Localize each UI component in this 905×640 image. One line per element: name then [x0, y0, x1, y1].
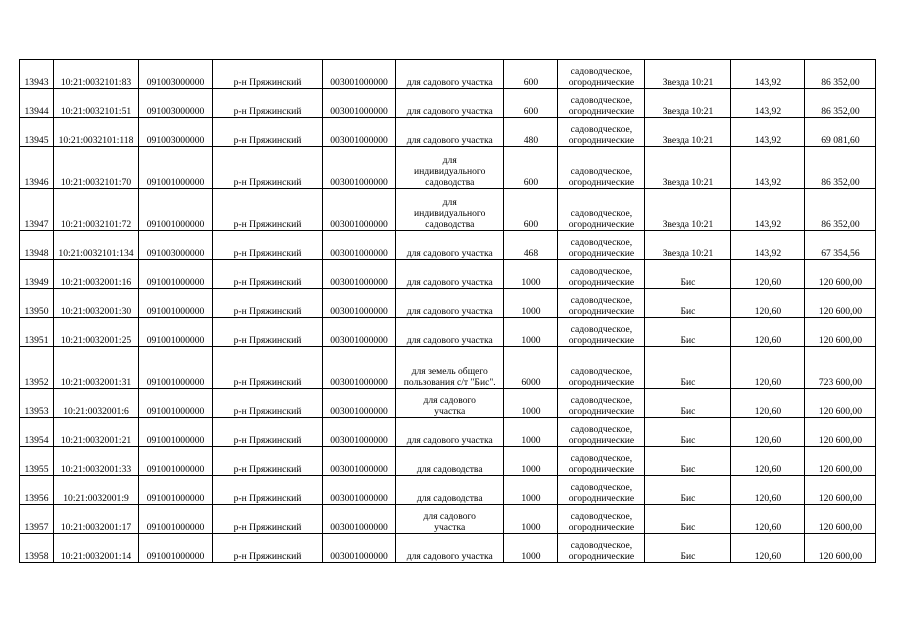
code-2: 003001000000	[323, 289, 396, 318]
district: р-н Пряжинский	[213, 89, 323, 118]
land-category: садоводческое, огороднические	[558, 289, 645, 318]
table-row	[20, 231, 876, 260]
row-number: 13957	[20, 505, 54, 534]
specific-value: 120,60	[731, 476, 805, 505]
cadastral-number: 10:21:0032001:9	[54, 476, 139, 505]
row-number: 13949	[20, 260, 54, 289]
table-row	[20, 418, 876, 447]
locality: Бис	[645, 476, 731, 505]
locality: Звезда 10:21	[645, 147, 731, 189]
district: р-н Пряжинский	[213, 447, 323, 476]
cadastral-number: 10:21:0032101:70	[54, 147, 139, 189]
code-1: 091001000000	[139, 347, 213, 389]
row-number: 13956	[20, 476, 54, 505]
row-number: 13944	[20, 89, 54, 118]
code-2: 003001000000	[323, 389, 396, 418]
district: р-н Пряжинский	[213, 260, 323, 289]
code-2: 003001000000	[323, 418, 396, 447]
cadastral-number: 10:21:0032001:33	[54, 447, 139, 476]
code-2: 003001000000	[323, 189, 396, 231]
table-body	[20, 60, 876, 563]
area: 1000	[504, 447, 558, 476]
district: р-н Пряжинский	[213, 147, 323, 189]
cadastral-value: 67 354,56	[805, 231, 876, 260]
code-1: 091003000000	[139, 89, 213, 118]
code-1: 091001000000	[139, 189, 213, 231]
district: р-н Пряжинский	[213, 189, 323, 231]
land-category: садоводческое, огороднические	[558, 447, 645, 476]
code-1: 091003000000	[139, 118, 213, 147]
specific-value: 143,92	[731, 89, 805, 118]
locality: Бис	[645, 534, 731, 563]
cadastral-number: 10:21:0032001:14	[54, 534, 139, 563]
district: р-н Пряжинский	[213, 60, 323, 89]
row-number: 13946	[20, 147, 54, 189]
district: р-н Пряжинский	[213, 231, 323, 260]
specific-value: 143,92	[731, 147, 805, 189]
permitted-use: для индивидуального садоводства	[396, 147, 504, 189]
specific-value: 120,60	[731, 260, 805, 289]
locality: Бис	[645, 447, 731, 476]
row-number: 13948	[20, 231, 54, 260]
table-row	[20, 447, 876, 476]
specific-value: 120,60	[731, 389, 805, 418]
locality: Бис	[645, 505, 731, 534]
cadastral-number: 10:21:0032101:51	[54, 89, 139, 118]
locality: Звезда 10:21	[645, 189, 731, 231]
district: р-н Пряжинский	[213, 505, 323, 534]
area: 1000	[504, 260, 558, 289]
land-category: садоводческое, огороднические	[558, 476, 645, 505]
code-1: 091001000000	[139, 534, 213, 563]
cadastral-number: 10:21:0032001:21	[54, 418, 139, 447]
land-category: садоводческое, огороднические	[558, 318, 645, 347]
cadastral-number: 10:21:0032101:134	[54, 231, 139, 260]
cadastral-value: 120 600,00	[805, 260, 876, 289]
district: р-н Пряжинский	[213, 318, 323, 347]
permitted-use: для садового участка	[396, 60, 504, 89]
locality: Бис	[645, 260, 731, 289]
table-row	[20, 534, 876, 563]
locality: Звезда 10:21	[645, 231, 731, 260]
land-category: садоводческое, огороднические	[558, 389, 645, 418]
land-category: садоводческое, огороднические	[558, 189, 645, 231]
area: 600	[504, 189, 558, 231]
locality: Звезда 10:21	[645, 60, 731, 89]
code-1: 091001000000	[139, 447, 213, 476]
cadastral-number: 10:21:0032001:30	[54, 289, 139, 318]
locality: Бис	[645, 318, 731, 347]
cadastral-value: 120 600,00	[805, 476, 876, 505]
cadastral-number: 10:21:0032001:6	[54, 389, 139, 418]
district: р-н Пряжинский	[213, 118, 323, 147]
district: р-н Пряжинский	[213, 289, 323, 318]
cadastral-value: 86 352,00	[805, 89, 876, 118]
cadastral-value: 120 600,00	[805, 418, 876, 447]
code-1: 091001000000	[139, 289, 213, 318]
land-category: садоводческое, огороднические	[558, 118, 645, 147]
table-row	[20, 318, 876, 347]
area: 480	[504, 118, 558, 147]
table-row	[20, 260, 876, 289]
code-2: 003001000000	[323, 147, 396, 189]
row-number: 13945	[20, 118, 54, 147]
area: 1000	[504, 476, 558, 505]
table-row	[20, 476, 876, 505]
code-2: 003001000000	[323, 318, 396, 347]
locality: Бис	[645, 418, 731, 447]
district: р-н Пряжинский	[213, 476, 323, 505]
locality: Бис	[645, 289, 731, 318]
locality: Звезда 10:21	[645, 89, 731, 118]
specific-value: 143,92	[731, 231, 805, 260]
table-row	[20, 347, 876, 389]
specific-value: 120,60	[731, 418, 805, 447]
code-2: 003001000000	[323, 447, 396, 476]
specific-value: 143,92	[731, 189, 805, 231]
land-category: садоводческое, огороднические	[558, 147, 645, 189]
area: 1000	[504, 534, 558, 563]
area: 1000	[504, 389, 558, 418]
permitted-use: для садоводства	[396, 447, 504, 476]
table-row	[20, 389, 876, 418]
land-category: садоводческое, огороднические	[558, 260, 645, 289]
table-row	[20, 60, 876, 89]
locality: Бис	[645, 347, 731, 389]
row-number: 13955	[20, 447, 54, 476]
land-category: садоводческое, огороднические	[558, 505, 645, 534]
row-number: 13950	[20, 289, 54, 318]
specific-value: 120,60	[731, 347, 805, 389]
code-2: 003001000000	[323, 118, 396, 147]
land-category: садоводческое, огороднические	[558, 231, 645, 260]
code-1: 091001000000	[139, 476, 213, 505]
code-1: 091001000000	[139, 260, 213, 289]
locality: Бис	[645, 389, 731, 418]
land-category: садоводческое, огороднические	[558, 89, 645, 118]
code-2: 003001000000	[323, 89, 396, 118]
specific-value: 120,60	[731, 289, 805, 318]
row-number: 13951	[20, 318, 54, 347]
specific-value: 143,92	[731, 60, 805, 89]
cadastral-value: 120 600,00	[805, 318, 876, 347]
cadastral-number: 10:21:0032001:25	[54, 318, 139, 347]
cadastral-number: 10:21:0032101:72	[54, 189, 139, 231]
row-number: 13954	[20, 418, 54, 447]
specific-value: 120,60	[731, 534, 805, 563]
district: р-н Пряжинский	[213, 347, 323, 389]
permitted-use: для садового участка	[396, 389, 504, 418]
row-number: 13953	[20, 389, 54, 418]
table-row	[20, 118, 876, 147]
land-category: садоводческое, огороднические	[558, 347, 645, 389]
cadastral-value: 120 600,00	[805, 447, 876, 476]
area: 600	[504, 60, 558, 89]
cadastral-number: 10:21:0032101:83	[54, 60, 139, 89]
table-row	[20, 189, 876, 231]
cadastral-value: 723 600,00	[805, 347, 876, 389]
row-number: 13943	[20, 60, 54, 89]
area: 600	[504, 147, 558, 189]
cadastral-number: 10:21:0032101:118	[54, 118, 139, 147]
cadastral-value: 120 600,00	[805, 534, 876, 563]
code-1: 091001000000	[139, 147, 213, 189]
permitted-use: для садового участка	[396, 289, 504, 318]
area: 468	[504, 231, 558, 260]
table-row	[20, 289, 876, 318]
cadastral-value: 120 600,00	[805, 505, 876, 534]
code-1: 091003000000	[139, 60, 213, 89]
permitted-use: для садового участка	[396, 231, 504, 260]
permitted-use: для садового участка	[396, 318, 504, 347]
cadastral-value: 69 081,60	[805, 118, 876, 147]
cadastral-value: 86 352,00	[805, 189, 876, 231]
area: 1000	[504, 505, 558, 534]
code-2: 003001000000	[323, 505, 396, 534]
specific-value: 120,60	[731, 318, 805, 347]
code-2: 003001000000	[323, 347, 396, 389]
permitted-use: для садового участка	[396, 118, 504, 147]
code-1: 091001000000	[139, 418, 213, 447]
cadastral-number: 10:21:0032001:16	[54, 260, 139, 289]
permitted-use: для садового участка	[396, 89, 504, 118]
area: 600	[504, 89, 558, 118]
table-row	[20, 147, 876, 189]
code-2: 003001000000	[323, 260, 396, 289]
land-category: садоводческое, огороднические	[558, 534, 645, 563]
row-number: 13958	[20, 534, 54, 563]
district: р-н Пряжинский	[213, 418, 323, 447]
land-category: садоводческое, огороднические	[558, 60, 645, 89]
cadastral-number: 10:21:0032001:17	[54, 505, 139, 534]
permitted-use: для садового участка	[396, 505, 504, 534]
table-row	[20, 505, 876, 534]
permitted-use: для садового участка	[396, 534, 504, 563]
code-1: 091001000000	[139, 505, 213, 534]
code-2: 003001000000	[323, 534, 396, 563]
cadastral-value: 120 600,00	[805, 289, 876, 318]
code-1: 091001000000	[139, 389, 213, 418]
specific-value: 120,60	[731, 505, 805, 534]
code-2: 003001000000	[323, 231, 396, 260]
permitted-use: для садоводства	[396, 476, 504, 505]
permitted-use: для садового участка	[396, 260, 504, 289]
permitted-use: для садового участка	[396, 418, 504, 447]
code-1: 091003000000	[139, 231, 213, 260]
area: 1000	[504, 318, 558, 347]
row-number: 13952	[20, 347, 54, 389]
specific-value: 120,60	[731, 447, 805, 476]
cadastral-value: 120 600,00	[805, 389, 876, 418]
land-registry-table	[19, 59, 876, 563]
cadastral-number: 10:21:0032001:31	[54, 347, 139, 389]
code-2: 003001000000	[323, 476, 396, 505]
area: 1000	[504, 418, 558, 447]
area: 1000	[504, 289, 558, 318]
area: 6000	[504, 347, 558, 389]
specific-value: 143,92	[731, 118, 805, 147]
land-category: садоводческое, огороднические	[558, 418, 645, 447]
locality: Звезда 10:21	[645, 118, 731, 147]
cadastral-value: 86 352,00	[805, 60, 876, 89]
code-1: 091001000000	[139, 318, 213, 347]
district: р-н Пряжинский	[213, 389, 323, 418]
permitted-use: для индивидуального садоводства	[396, 189, 504, 231]
code-2: 003001000000	[323, 60, 396, 89]
cadastral-value: 86 352,00	[805, 147, 876, 189]
table-row	[20, 89, 876, 118]
permitted-use: для земель общего пользования с/т "Бис".	[396, 347, 504, 389]
row-number: 13947	[20, 189, 54, 231]
district: р-н Пряжинский	[213, 534, 323, 563]
